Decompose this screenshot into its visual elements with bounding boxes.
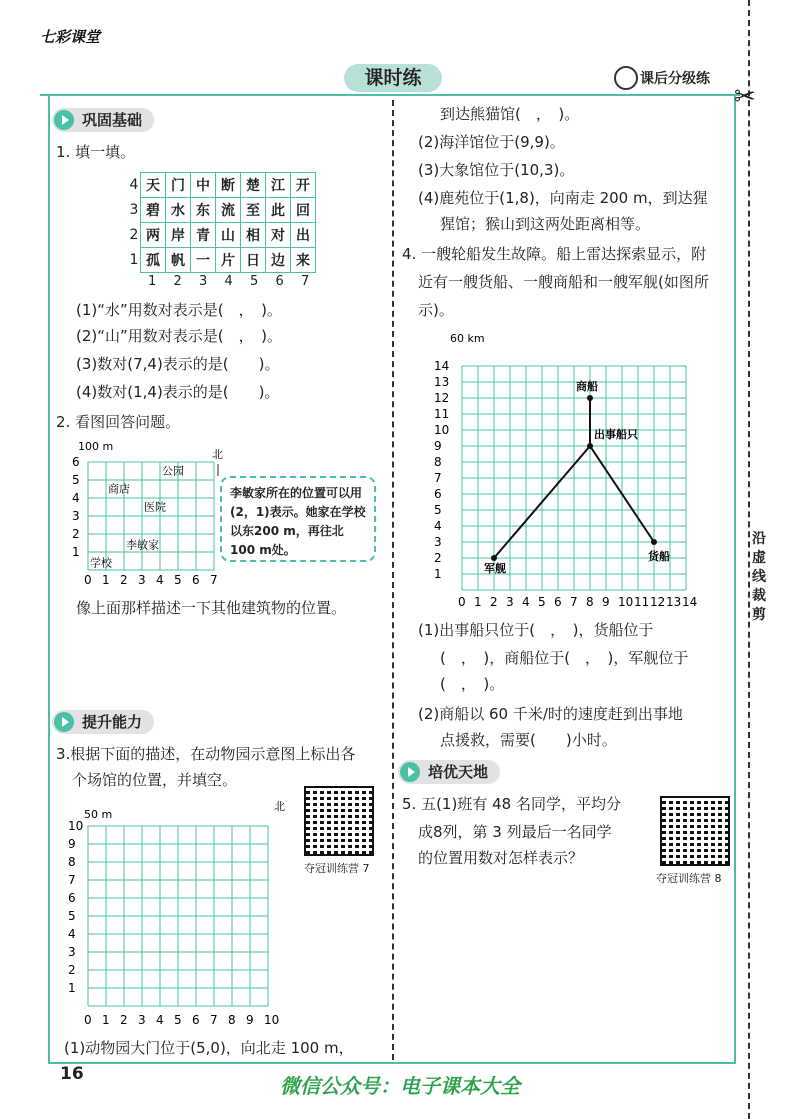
q4-point — [651, 539, 657, 545]
q4-point — [587, 395, 593, 401]
cut-instruction: 沿虚线裁剪 — [752, 531, 766, 623]
q4-y-tick: 10 — [434, 423, 450, 437]
q1-grid-cell: 楚 — [241, 173, 266, 198]
q3-stem-2: 个场馆的位置，并填空。 — [72, 771, 238, 789]
q3-y-tick: 3 — [68, 945, 76, 959]
q2-x-tick: 5 — [174, 573, 182, 587]
q3-item-4a: (4)鹿苑位于(1,8)，向南走 200 m，到达猩 — [418, 189, 708, 207]
q4-point-label: 出事船只 — [594, 428, 638, 441]
q3-x-tick: 8 — [228, 1013, 236, 1027]
section-improve: 提升能力 — [52, 710, 154, 734]
q3-y-tick: 1 — [68, 981, 76, 995]
q1-grid-cell: 岸 — [166, 223, 191, 248]
q4-stem-1: 4. 一艘轮船发生故障。船上雷达探索显示，附 — [402, 245, 707, 263]
q4-x-tick: 9 — [602, 595, 610, 609]
q4-x-tick: 6 — [554, 595, 562, 609]
q1-grid-cell: 门 — [166, 173, 191, 198]
q2-y-tick: 5 — [72, 473, 80, 487]
q1-grid-cell: 相 — [241, 223, 266, 248]
q4-y-tick: 1 — [434, 567, 442, 581]
q2-place-label: 商店 — [108, 482, 130, 496]
q2-x-tick: 7 — [210, 573, 218, 587]
q1-x-tick: 5 — [250, 274, 259, 289]
q1-grid-cell: 中 — [191, 173, 216, 198]
q1-item-4: (4)数对(1,4)表示的是( )。 — [76, 383, 280, 401]
q4-y-tick: 8 — [434, 455, 442, 469]
play-icon — [54, 110, 74, 130]
q3-y-tick: 8 — [68, 855, 76, 869]
q2-x-tick: 6 — [192, 573, 200, 587]
q2-place-label: 李敏家 — [126, 538, 159, 552]
column-divider — [392, 100, 394, 1060]
q4-y-tick: 4 — [434, 519, 442, 533]
q3-x-tick: 10 — [264, 1013, 280, 1027]
q1-x-tick: 1 — [148, 274, 157, 289]
scissors-icon: ✂ — [734, 82, 756, 112]
q2-x-tick: 3 — [138, 573, 146, 587]
q4-y-tick: 14 — [434, 359, 450, 373]
q4-y-tick: 3 — [434, 535, 442, 549]
q2-x-tick: 2 — [120, 573, 128, 587]
q1-item-3: (3)数对(7,4)表示的是( )。 — [76, 355, 280, 373]
q1-grid-cell: 孤 — [141, 248, 166, 273]
q4-answer-1a: (1)出事船只位于( ， )，货船位于 — [418, 621, 654, 639]
q3-y-tick: 5 — [68, 909, 76, 923]
q1-x-tick: 3 — [199, 274, 208, 289]
q4-x-tick: 10 — [618, 595, 634, 609]
q4-point — [587, 443, 593, 449]
level-tag: 课后分级练 — [640, 71, 710, 87]
q4-y-tick: 6 — [434, 487, 442, 501]
q1-x-tick: 6 — [275, 274, 284, 289]
q1-x-tick: 4 — [224, 274, 233, 289]
q2-y-tick: 6 — [72, 455, 80, 469]
q4-answer-2b: 点援救，需要( )小时。 — [440, 731, 617, 749]
page-title: 课时练 — [344, 64, 442, 92]
q4-answer-1c: ( ， )。 — [440, 675, 505, 693]
q3-y-tick: 10 — [68, 819, 84, 833]
brand-logo: 七彩课堂 — [40, 28, 101, 46]
q4-x-tick: 7 — [570, 595, 578, 609]
q1-char-grid — [128, 172, 316, 273]
q4-x-tick: 4 — [522, 595, 530, 609]
q1-x-tick: 2 — [173, 274, 182, 289]
qr-code-8 — [660, 796, 730, 866]
q4-y-tick: 2 — [434, 551, 442, 565]
q5-stem-2: 成8列，第 3 列最后一名同学 — [418, 823, 612, 841]
q1-grid-cell: 片 — [216, 248, 241, 273]
q2-place-label: 医院 — [144, 500, 166, 514]
cut-line — [748, 0, 750, 1119]
q2-x-tick: 4 — [156, 573, 164, 587]
q4-answer-2a: (2)商船以 60 千米/时的速度赶到出事地 — [418, 705, 683, 723]
q1-grid-cell: 两 — [141, 223, 166, 248]
q5-stem-3: 的位置用数对怎样表示？ — [418, 849, 584, 867]
q1-grid-cell: 开 — [291, 173, 316, 198]
q1-grid-cell: 日 — [241, 248, 266, 273]
q1-grid-cell: 出 — [291, 223, 316, 248]
play-icon — [54, 712, 74, 732]
qr-caption-7: 夺冠训练营 7 — [304, 862, 370, 875]
q3-x-tick: 6 — [192, 1013, 200, 1027]
q4-y-tick: 5 — [434, 503, 442, 517]
q4-x-tick: 1 — [474, 595, 482, 609]
q4-point — [491, 555, 497, 561]
q4-x-tick: 12 — [650, 595, 666, 609]
q1-x-tick: 7 — [301, 274, 310, 289]
q2-x-tick: 1 — [102, 573, 110, 587]
q1-grid-cell: 来 — [291, 248, 316, 273]
q1-y-tick: 3 — [129, 202, 139, 218]
alarm-clock-icon — [614, 66, 638, 90]
q3-item-1: (1)动物园大门位于(5,0)，向北走 100 m， — [64, 1039, 354, 1057]
q4-x-tick: 14 — [682, 595, 698, 609]
q1-item-2: (2)“山”用数对表示是( ， )。 — [76, 327, 282, 345]
q2-scale-label: 100 m — [78, 440, 114, 453]
q4-x-tick: 3 — [506, 595, 514, 609]
q2-hint-box: 李敏家所在的位置可以用(2，1)表示。她家在学校以东200 m，再往北100 m处。 — [220, 476, 376, 562]
q3-item-4b: 猩馆；猴山到这两处距离相等。 — [440, 215, 651, 233]
q3-y-tick: 9 — [68, 837, 76, 851]
section-basic: 巩固基础 — [52, 108, 154, 132]
q1-grid-cell: 天 — [141, 173, 166, 198]
q4-x-tick: 13 — [666, 595, 682, 609]
q1-grid-cell: 回 — [291, 198, 316, 223]
q3-zoo-grid — [60, 796, 290, 1036]
q1-grid-cell: 碧 — [141, 198, 166, 223]
q2-place-label: 公园 — [162, 464, 184, 478]
play-icon — [400, 762, 420, 782]
q4-radar-chart — [430, 328, 730, 614]
q1-grid-cell: 至 — [241, 198, 266, 223]
q1-item-1: (1)“水”用数对表示是( ， )。 — [76, 301, 282, 319]
q3-x-tick: 2 — [120, 1013, 128, 1027]
q3-y-tick: 6 — [68, 891, 76, 905]
q4-y-tick: 12 — [434, 391, 450, 405]
q1-y-tick: 1 — [129, 252, 139, 268]
q1-grid-cell: 青 — [191, 223, 216, 248]
q1-y-tick: 2 — [129, 227, 139, 243]
qr-caption-8: 夺冠训练营 8 — [656, 872, 722, 885]
q1-grid-cell: 一 — [191, 248, 216, 273]
q2-y-tick: 4 — [72, 491, 80, 505]
q4-stem-2: 近有一艘货船、一艘商船和一艘军舰(如图所 — [418, 273, 709, 291]
q4-x-tick: 5 — [538, 595, 546, 609]
q4-point-label: 军舰 — [484, 562, 506, 575]
q4-y-tick: 11 — [434, 407, 450, 421]
q2-map — [60, 436, 223, 596]
qr-code-7 — [304, 786, 374, 856]
q4-unit-label: 60 km — [450, 332, 485, 345]
q2-north-label: 北 — [212, 448, 223, 461]
q3-x-tick: 5 — [174, 1013, 182, 1027]
q1-grid-cell: 对 — [266, 223, 291, 248]
q1-grid-cell: 流 — [216, 198, 241, 223]
q1-grid-cell: 断 — [216, 173, 241, 198]
q3-north-label: 北 — [274, 800, 285, 813]
q4-stem-3: 示)。 — [418, 301, 454, 319]
q4-x-tick: 8 — [586, 595, 594, 609]
q4-point-label: 货船 — [648, 550, 670, 563]
q2-followup: 像上面那样描述一下其他建筑物的位置。 — [76, 599, 347, 617]
q3-x-tick: 4 — [156, 1013, 164, 1027]
q1-grid-cell: 东 — [191, 198, 216, 223]
q3-y-tick: 2 — [68, 963, 76, 977]
q3-scale-label: 50 m — [84, 808, 113, 821]
q3-stem-1: 3.根据下面的描述，在动物园示意图上标出各 — [56, 745, 356, 763]
q3-item-3: (3)大象馆位于(10,3)。 — [418, 161, 575, 179]
section-excel: 培优天地 — [398, 760, 500, 784]
q3-x-tick: 7 — [210, 1013, 218, 1027]
q4-x-tick: 0 — [458, 595, 466, 609]
q4-x-tick: 2 — [490, 595, 498, 609]
q3-x-tick: 1 — [102, 1013, 110, 1027]
q1-grid-cell: 边 — [266, 248, 291, 273]
q2-y-tick: 3 — [72, 509, 80, 523]
q2-x-tick: 0 — [84, 573, 92, 587]
q4-answer-1b: ( ， )，商船位于( ， )，军舰位于 — [440, 649, 689, 667]
q4-y-tick: 7 — [434, 471, 442, 485]
q2-stem: 2. 看图回答问题。 — [56, 413, 181, 431]
q1-grid-cell: 山 — [216, 223, 241, 248]
q1-grid-cell: 帆 — [166, 248, 191, 273]
q2-y-tick: 2 — [72, 527, 80, 541]
q1-grid-cell: 水 — [166, 198, 191, 223]
q2-y-tick: 1 — [72, 545, 80, 559]
page-number: 16 — [60, 1064, 84, 1084]
q1-y-tick: 4 — [129, 177, 139, 193]
q4-y-tick: 9 — [434, 439, 442, 453]
q1-stem: 1. 填一填。 — [56, 143, 136, 161]
q5-stem-1: 5. 五(1)班有 48 名同学，平均分 — [402, 795, 621, 813]
q3-item-1-cont: 到达熊猫馆( ， )。 — [440, 105, 580, 123]
q3-y-tick: 4 — [68, 927, 76, 941]
q1-grid-cell: 江 — [266, 173, 291, 198]
q1-grid-cell: 此 — [266, 198, 291, 223]
q3-x-tick: 3 — [138, 1013, 146, 1027]
q4-x-tick: 11 — [634, 595, 650, 609]
q3-x-tick: 0 — [84, 1013, 92, 1027]
q4-point-label: 商船 — [576, 380, 598, 393]
q3-y-tick: 7 — [68, 873, 76, 887]
q2-place-label: 学校 — [90, 556, 112, 570]
q4-y-tick: 13 — [434, 375, 450, 389]
q3-item-2: (2)海洋馆位于(9,9)。 — [418, 133, 565, 151]
q3-x-tick: 9 — [246, 1013, 254, 1027]
wechat-footer: 微信公众号：电子课本大全 — [280, 1074, 520, 1098]
